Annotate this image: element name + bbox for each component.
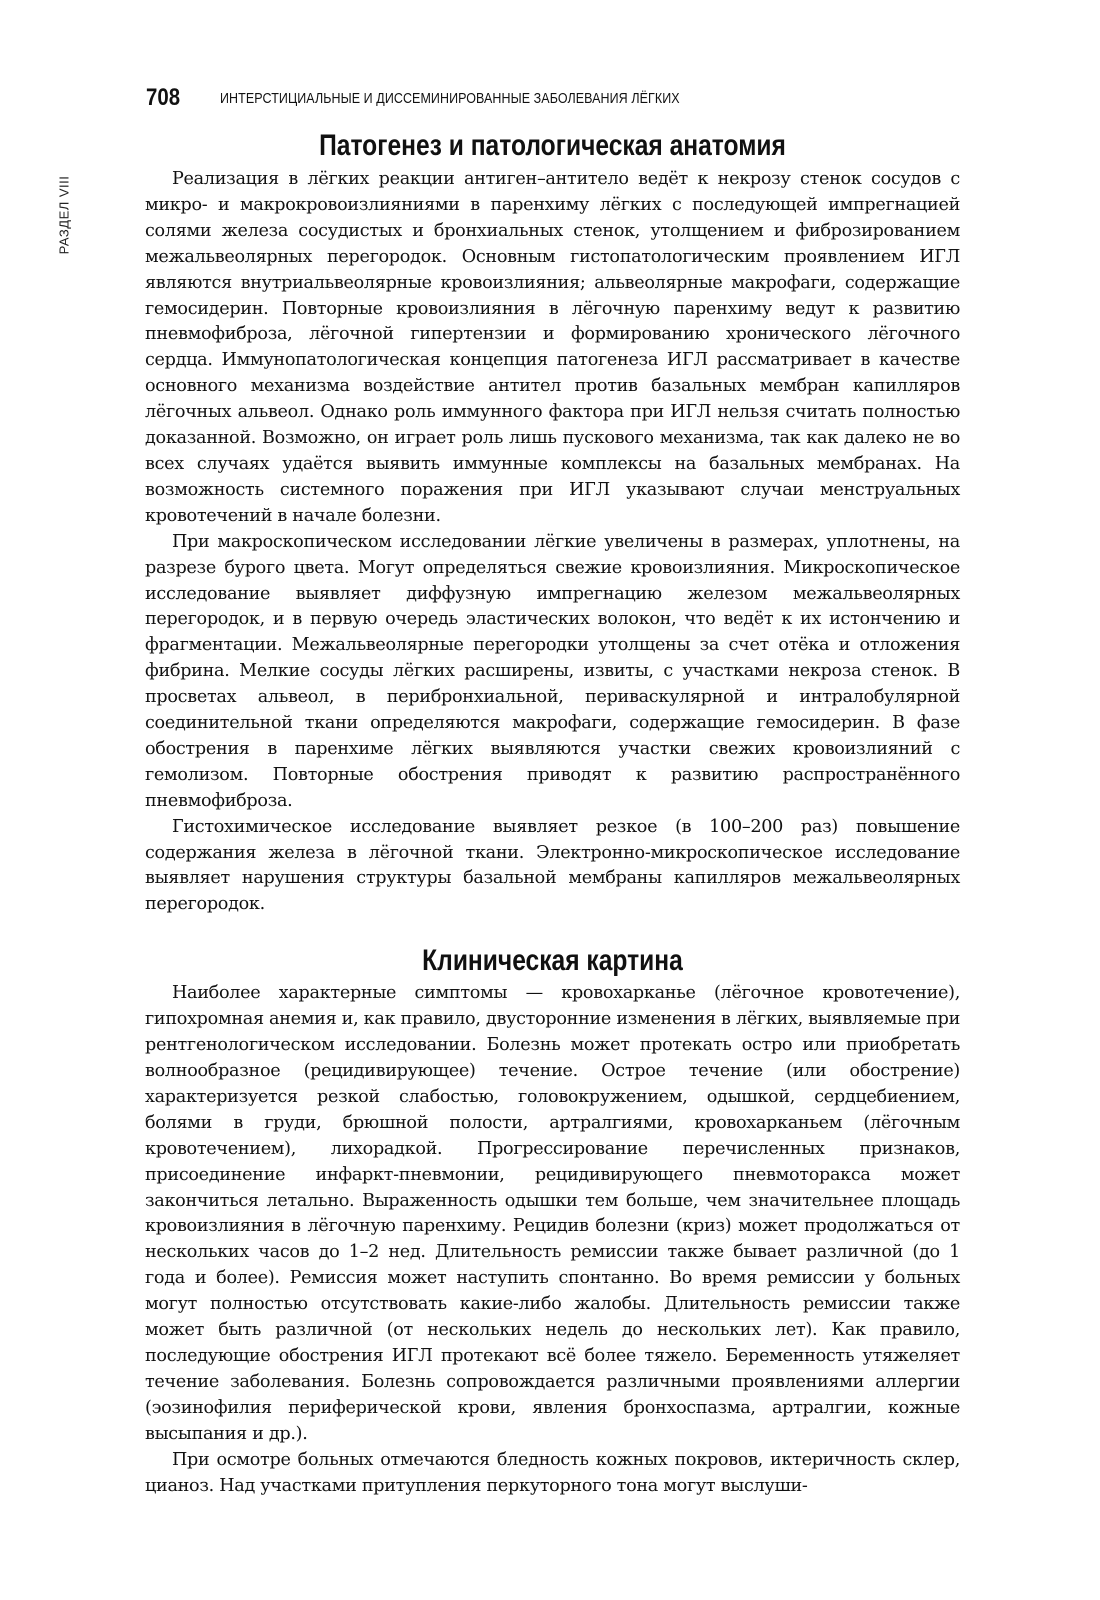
paragraph: При осмотре больных отмечаются бледность кожных покровов, иктеричность склер, цианоз. Над участками притупления перкуторного тона могут выслуши- — [145, 1449, 960, 1496]
paragraph: При макроскопическом исследовании лёгкие увеличены в размерах, уплотнены, на разрезе бурого цвета. Могут определяться свежие кровоизлияния. Микроскопическое исследование выявляет диффузную импрегнацию железом межальвеолярных перегородок, и в первую очередь эластических волокон, что ведёт к их истончению и фрагментации. Межальвеолярные перегородки утолщены за счет отёка и отложения фибрина. Мелкие сосуды лёгких расширены, извиты, с участками некроза стенок. В просветах альвеол, в перибронхиальной, периваскулярной и интралобулярной соединительной ткани определяются макрофаги, содержащие гемосидерин. В фазе обострения в паренхиме лёгких выявляются участки свежих кровоизлияний с гемолизом. Повторные обострения приводят к развитию распространённого пневмофиброза. — [145, 531, 960, 811]
section-heading: Клиническая картина — [422, 944, 683, 978]
page-header — [146, 84, 966, 114]
section-heading: Патогенез и патологическая анатомия — [319, 129, 786, 162]
paragraph: Наиболее характерные симптомы — кровохарканье (лёгочное кровотечение), гипохромная анемия и, как правило, двусторонние изменения в лёгких, выявляемые при рентгенологическом исследовании. Болезнь может протекать остро или приобретать волнообразное (рецидивирующее) течение. Острое течение (или обострение) характеризуется резкой слабостью, головокружением, одышкой, сердцебиением, болями в груди, брюшной полости, артралгиями, кровохарканьем (лёгочным кровотечением), лихорадкой. Прогрессирование перечисленных признаков, присоединение инфаркт-пневмонии, рецидивирующего пневмоторакса может закончиться летально. Выраженность одышки тем больше, чем значительнее площадь кровоизлияния в лёгочную паренхиму. Рецидив болезни (криз) может продолжаться от нескольких часов до 1–2 нед. Длительность ремиссии также бывает различной (до 1 года и более). Ремиссия может наступить спонтанно. Во время ремиссии у больных могут полностью отсутствовать какие-либо жалобы. Длительность ремиссии также может быть различной (от нескольких недель до нескольких лет). Как правило, последующие обострения ИГЛ протекают всё более тяжело. Беременность утяжеляет течение заболевания. Болезнь сопровождается различными проявлениями аллергии (эозинофилия периферической крови, явления бронхоспазма, артралгии, кожные высыпания и др.). — [145, 983, 960, 1444]
running-title: ИНТЕРСТИЦИАЛЬНЫЕ И ДИССЕМИНИРОВАННЫЕ ЗАБОЛЕВАНИЯ ЛЁГКИХ — [220, 91, 680, 107]
paragraph: Реализация в лёгких реакции антиген–антитело ведёт к некрозу стенок сосудов с микро- и макрокровоизлияниями в паренхиму лёгких с последующей импрегнацией солями железа сосудистых и бронхиальных стенок, утолщением и фиброзированием межальвеолярных перегородок. Основным гистопатологическим проявлением ИГЛ являются внутриальвеолярные кровоизлияния; альвеолярные макрофаги, содержащие гемосидерин. Повторные кровоизлияния в лёгочную паренхиму ведут к развитию пневмофиброза, лёгочной гипертензии и формированию хронического лёгочного сердца. Иммунопатологическая концепция патогенеза ИГЛ рассматривает в качестве основного механизма воздействие антител против базальных мембран капилляров лёгочных альвеол. Однако роль иммунного фактора при ИГЛ нельзя считать полностью доказанной. Возможно, он играет роль лишь пускового механизма, так как далеко не во всех случаях удаётся выявить иммунные комплексы на базальных мембранах. На возможность системного поражения при ИГЛ указывают случаи менструальных кровотечений в начале болезни. — [145, 169, 960, 526]
section-clinical-picture — [145, 943, 960, 1499]
section-pathogenesis — [145, 128, 960, 918]
page-number: 708 — [146, 84, 181, 111]
section-side-label: РАЗДЕЛ VIII — [56, 175, 72, 255]
paragraph: Гистохимическое исследование выявляет резкое (в 100–200 раз) повышение содержания железа в лёгочной ткани. Электронно-микроскопическое исследование выявляет нарушения структуры базальной мембраны капилляров межальвеолярных перегородок. — [145, 816, 960, 915]
page-content — [145, 128, 960, 1499]
